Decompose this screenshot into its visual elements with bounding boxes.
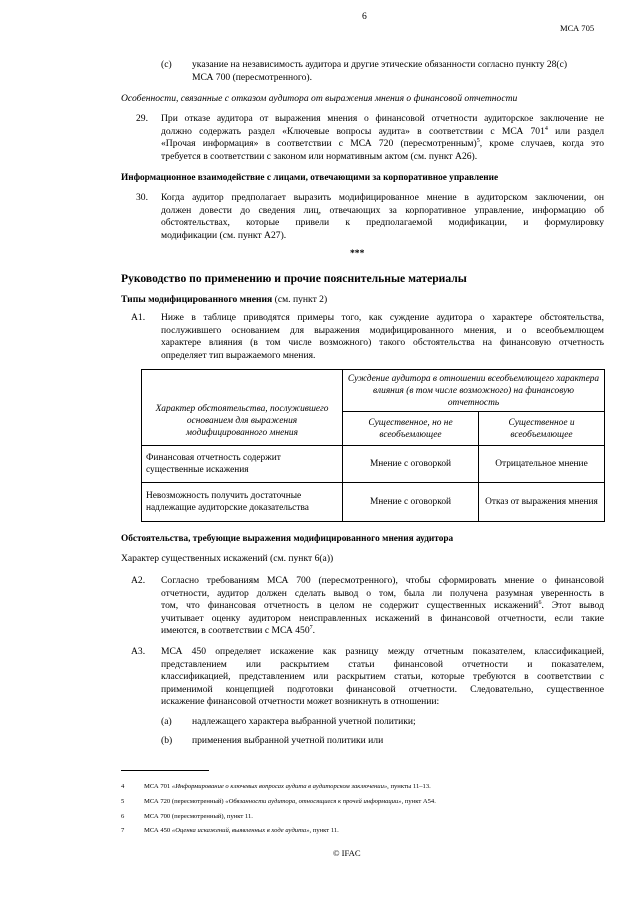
footnote-divider: [121, 770, 209, 771]
table-header-situation: Характер обстоятельства, послужившего основанием для выражения модифицированного мнения: [142, 370, 343, 446]
footnote-ref-7: 7: [309, 625, 313, 632]
table-row: [142, 446, 605, 483]
guidance-subheading: Типы модифицированного мнения (см. пункт 2): [121, 294, 328, 305]
para-30-number: 30.: [136, 192, 148, 203]
footnote-6: 6 МСА 700 (пересмотренный), пункт 11.: [121, 813, 253, 820]
section-heading-disclaimer: Особенности, связанные с отказом аудитора от выражения мнения о финансовой отчетности: [121, 93, 518, 104]
table-header-material: Существенное, но не всеобъемлющее: [343, 412, 479, 446]
table-cell-pervasive: Отказ от выражения мнения: [479, 483, 605, 522]
table-row: [142, 483, 605, 522]
item-c-label: (c): [161, 59, 172, 70]
footnote-ref-5: 5: [476, 138, 480, 145]
para-a2-text: Согласно требованиям МСА 700 (пересмотренного), чтобы сформировать мнение о финансовой отчетности, аудитор должен сделать вывод о том, была ли получена разумная уверенность в том, что финансовая отчетность в целом не содержит существенных искажений$^6$. Этот вывод учитывает оценку аудитором неисправленных искажений в финансовой отчетности, если такие имеются, в соответствии с МСА $450^7$.: [161, 575, 604, 637]
footnote-4: 4 МСА 701 «Информирование о ключевых вопросах аудита в аудиторском заключении», пункты 11–13.: [121, 783, 431, 790]
list-item-text: надлежащего характера выбранной учетной политики;: [192, 716, 416, 727]
para-a1-text: Ниже в таблице приводятся примеры того, как суждение аудитора о характере обстоятельства, послужившего основанием для выражения модифицированного мнения, и о всеобъемлющем характере влияния (в том числе возможного) такого обстоятельства на финансовую отчетность определяет тип выражаемого мнения.: [161, 312, 604, 361]
section-heading-circumstances: Обстоятельства, требующие выражения модифицированного мнения аудитора: [121, 534, 454, 544]
table-header-pervasive: Существенное и всеобъемлющее: [479, 412, 605, 446]
table-header-judgment: Суждение аудитора в отношении всеобъемлющего характера влияния (в том числе возможного) на финансовую отчетность: [343, 370, 605, 412]
opinion-types-table: [141, 369, 605, 522]
para-a3-text: МСА 450 определяет искажение как разницу между отчетным показателем, классификацией, представлением или раскрытием статьи финансовой отчетности и показателем, классификацией, представлением или раскрытием статьи, которые требуются в соответствии с применимой концепцией подготовки финансовой отчетности. Следовательно, существенное искажение финансовой отчетности может возникнуть в отношении:: [161, 646, 604, 708]
list-item-label: (b): [161, 735, 173, 746]
list-item-text: применения выбранной учетной политики или: [192, 735, 384, 746]
subheading-material-misstatements: Характер существенных искажений (см. пункт 6(а)): [121, 553, 334, 564]
para-29-text: При отказе аудитора от выражения мнения о финансовой отчетности аудиторское заключение не должно содержать раздел «Ключевые вопросы аудита» в соответствии с МСА $701^4$ или раздел «Прочая информация» в соответствии с МСА 720 (пересмотренным)$^5$, кроме случаев, когда это требуется в соответствии с законом или нормативным актом (см. пункт А26).: [161, 113, 605, 162]
table-cell-pervasive: Отрицательное мнение: [479, 446, 605, 483]
page-number: 6: [362, 11, 367, 22]
para-29-number: 29.: [136, 113, 148, 124]
footnote-5: 5 МСА 720 (пересмотренный) «Обязанности аудитора, относящиеся к прочей информации», пункт А54.: [121, 798, 436, 805]
table-cell-situation: Невозможность получить достаточные надлежащие аудиторские доказательства: [142, 483, 343, 522]
para-a1-number: A1.: [131, 312, 146, 323]
footnote-ref-4: 4: [544, 125, 548, 132]
para-a2-number: A2.: [131, 575, 146, 586]
section-separator: ***: [350, 248, 365, 259]
table-cell-situation: Финансовая отчетность содержит существенные искажения: [142, 446, 343, 483]
para-30-text: Когда аудитор предполагает выразить модифицированное мнение в аудиторском заключении, он должен довести до сведения лиц, отвечающих за корпоративное управление, информацию об обстоятельствах, которые привели к предполагаемой модификации, и формулировку модификации (см. пункт А27).: [161, 192, 604, 241]
document-code: МСА 705: [560, 23, 595, 33]
footnote-ref-6: 6: [538, 600, 542, 607]
table-cell-material: Мнение с оговоркой: [343, 483, 479, 522]
item-c-text: указание на независимость аудитора и другие этические обязанности согласно пункту 28(c) МСА 700 (пересмотренного).: [192, 59, 568, 83]
guidance-heading: Руководство по применению и прочие пояснительные материалы: [121, 272, 467, 285]
section-heading-communication: Информационное взаимодействие с лицами, отвечающими за корпоративное управление: [121, 173, 499, 183]
footer-copyright: © IFAC: [333, 848, 361, 858]
list-item-label: (a): [161, 716, 172, 727]
table-cell-material: Мнение с оговоркой: [343, 446, 479, 483]
footnote-7: 7 МСА 450 «Оценка искажений, выявленных в ходе аудита», пункт 11.: [121, 827, 339, 834]
para-a3-number: A3.: [131, 646, 146, 657]
